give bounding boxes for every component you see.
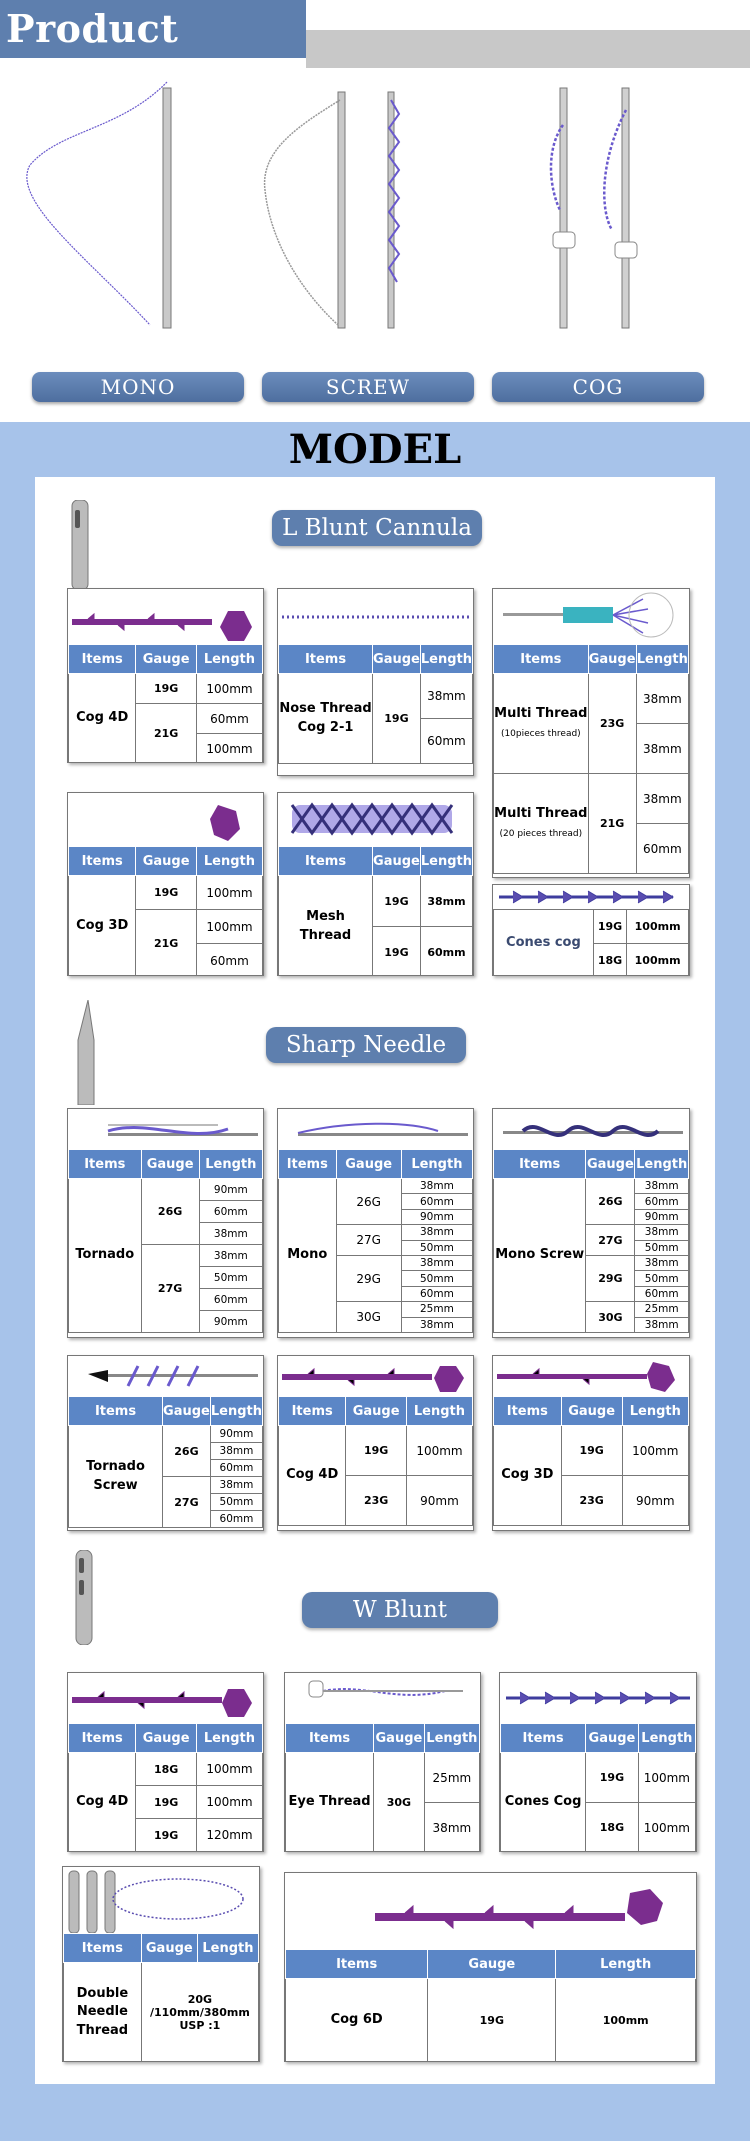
- table-cell: 50mm: [401, 1271, 472, 1286]
- card-l-cog-4d: [67, 588, 264, 763]
- item-name: Cog 6D: [286, 1979, 428, 2063]
- cog-4d-thread-image: [68, 1673, 263, 1723]
- table-cell: 100mm: [196, 1753, 262, 1786]
- table-cell: 19G: [373, 876, 421, 927]
- column-header: Items: [494, 645, 589, 674]
- table-cell: 19G: [136, 1786, 197, 1819]
- model-title: MODEL: [288, 426, 462, 473]
- item-name: Cog 4D: [69, 1753, 136, 1852]
- card-w-cones-cog: [499, 1672, 697, 1852]
- table-cell: 30G: [336, 1302, 401, 1333]
- item-name: Eye Thread: [286, 1753, 374, 1853]
- item-name: Nose Thread Cog 2-1: [279, 674, 373, 764]
- column-header: Length: [406, 1397, 472, 1426]
- table-cell: 50mm: [199, 1267, 262, 1289]
- column-header: Length: [196, 645, 262, 674]
- table-cell: 19G: [136, 1819, 197, 1852]
- table-cell: 25mm: [401, 1302, 472, 1317]
- table-cell: 19G: [586, 1753, 639, 1803]
- section-sharp-needle: Sharp Needle: [266, 1027, 466, 1063]
- item-name: Tornado: [69, 1179, 142, 1333]
- column-header: Items: [286, 1950, 428, 1979]
- table-cell: 60mm: [420, 927, 472, 977]
- table-cell: 38mm: [420, 876, 472, 927]
- column-header: Items: [286, 1724, 374, 1753]
- column-header: Gauge: [141, 1150, 199, 1179]
- column-header: Gauge: [561, 1397, 622, 1426]
- table-cell: 90mm: [210, 1426, 262, 1443]
- card-s-mono: [277, 1108, 474, 1338]
- table-cell: 60mm: [210, 1460, 262, 1477]
- table-cell: 27G: [141, 1245, 199, 1333]
- multi-thread-image: [493, 589, 689, 644]
- column-header: Length: [196, 847, 262, 876]
- page-title: Product Model: [0, 0, 306, 58]
- table-cell: 100mm: [556, 1979, 696, 2063]
- table-cell: 21G: [136, 704, 197, 764]
- item-name: Mesh Thread: [279, 876, 373, 977]
- table-cell: 38mm: [401, 1225, 472, 1240]
- item-name: Multi Thread (10pieces thread): [494, 674, 589, 774]
- table-cell: 60mm: [401, 1194, 472, 1209]
- column-header: Items: [69, 1150, 142, 1179]
- table-cell: 38mm: [635, 1317, 689, 1332]
- table-cell: 38mm: [635, 1255, 689, 1270]
- table-cell: 120mm: [196, 1819, 262, 1852]
- card-s-mono-screw: [492, 1108, 690, 1338]
- table-cell: 38mm: [401, 1179, 472, 1194]
- column-header: Gauge: [136, 1724, 197, 1753]
- mono-screw-image: [493, 1109, 689, 1149]
- mesh-thread-image: [278, 793, 473, 846]
- column-header: Items: [494, 1397, 562, 1426]
- cog-3d-thread-image: [493, 1356, 689, 1396]
- section-w-blunt-cannula: W Blunt Cannula: [302, 1592, 498, 1628]
- table-cell: 23G: [561, 1476, 622, 1526]
- card-s-cog-3d: [492, 1355, 690, 1531]
- card-l-nose-thread: [277, 588, 474, 776]
- table-cell: 60mm: [196, 704, 262, 734]
- table-cell: 23G: [588, 674, 636, 774]
- table-cell: 60mm: [635, 1286, 689, 1301]
- card-w-cog-4d: [67, 1672, 264, 1852]
- cones-cog-image: [493, 885, 689, 909]
- card-w-cog-6d: [284, 1872, 697, 2062]
- screw-button[interactable]: SCREW: [262, 372, 474, 402]
- card-s-cog-4d: [277, 1355, 474, 1531]
- table-cell: 90mm: [406, 1476, 472, 1526]
- table-cell: 90mm: [199, 1311, 262, 1333]
- table-cell: 90mm: [622, 1476, 688, 1526]
- item-name: Cones cog: [494, 910, 594, 977]
- table-cell: 38mm: [210, 1477, 262, 1494]
- card-w-double-needle-thread: [62, 1866, 260, 2062]
- table-cell: 60mm: [199, 1201, 262, 1223]
- eye-thread-image: [285, 1673, 480, 1723]
- mono-needle-illustration: [27, 82, 171, 328]
- cog-4d-thread-image: [68, 589, 263, 644]
- table-cell: 19G: [373, 927, 421, 977]
- column-header: Length: [401, 1150, 472, 1179]
- table-cell: 19G: [136, 674, 197, 704]
- table-cell: 100mm: [196, 734, 262, 764]
- table-cell: 100mm: [638, 1803, 695, 1853]
- column-header: Gauge: [373, 847, 421, 876]
- column-header: Length: [196, 1724, 262, 1753]
- table-cell: 18G: [586, 1803, 639, 1853]
- column-header: Items: [69, 1397, 163, 1426]
- table-cell: 60mm: [196, 944, 262, 977]
- cones-cog-image: [500, 1673, 696, 1723]
- column-header: Length: [635, 1150, 689, 1179]
- table-cell: 38mm: [199, 1223, 262, 1245]
- table-cell: 29G: [586, 1255, 635, 1301]
- column-header: Items: [69, 1724, 136, 1753]
- column-header: Items: [69, 847, 136, 876]
- column-header: Gauge: [373, 645, 421, 674]
- table-cell: 90mm: [401, 1209, 472, 1224]
- table-cell: 60mm: [635, 1194, 689, 1209]
- column-header: Gauge: [428, 1950, 556, 1979]
- table-cell: 18G: [136, 1753, 197, 1786]
- table-cell: 19G: [428, 1979, 556, 2063]
- column-header: Length: [424, 1724, 479, 1753]
- column-header: Length: [420, 645, 472, 674]
- column-header: Gauge: [136, 847, 197, 876]
- table-cell: 100mm: [196, 674, 262, 704]
- table-cell: 60mm: [420, 719, 472, 764]
- column-header: Gauge: [336, 1150, 401, 1179]
- column-header: Length: [636, 645, 688, 674]
- column-header: Items: [279, 1397, 346, 1426]
- tornado-image: [68, 1109, 263, 1149]
- table-cell: 38mm: [420, 674, 472, 719]
- table-cell: 50mm: [401, 1240, 472, 1255]
- column-header: Items: [279, 1150, 337, 1179]
- table-cell: 90mm: [199, 1179, 262, 1201]
- column-header: Length: [197, 1934, 258, 1963]
- table-cell: 19G: [593, 910, 626, 944]
- table-cell: 100mm: [638, 1753, 695, 1803]
- card-w-eye-thread: [284, 1672, 481, 1852]
- column-header: Items: [494, 1150, 586, 1179]
- table-cell: 60mm: [636, 824, 688, 874]
- item-name: Cones Cog: [501, 1753, 586, 1853]
- item-name: Multi Thread (20 pieces thread): [494, 774, 589, 874]
- item-name: Mono Screw: [494, 1179, 586, 1333]
- item-name: Cog 3D: [494, 1426, 562, 1526]
- column-header: Length: [638, 1724, 695, 1753]
- table-cell: 19G: [136, 876, 197, 910]
- table-cell: 38mm: [635, 1225, 689, 1240]
- card-l-cones-cog: [492, 884, 690, 976]
- table-cell: 19G: [346, 1426, 407, 1476]
- table-cell: 26G: [336, 1179, 401, 1225]
- item-name: Cog 3D: [69, 876, 136, 977]
- table-cell: 50mm: [210, 1494, 262, 1511]
- column-header: Gauge: [346, 1397, 407, 1426]
- column-header: Gauge: [586, 1724, 639, 1753]
- item-name: Cog 4D: [279, 1426, 346, 1526]
- table-cell: 21G: [588, 774, 636, 874]
- table-cell: 38mm: [635, 1179, 689, 1194]
- table-cell: 100mm: [627, 944, 689, 977]
- item-name: Mono: [279, 1179, 337, 1333]
- column-header: Length: [556, 1950, 696, 1979]
- table-cell: 19G: [373, 674, 421, 764]
- card-l-cog-3d: [67, 792, 264, 976]
- sharp-needle-icon: [74, 1000, 98, 1105]
- column-header: Length: [420, 847, 472, 876]
- column-header: Items: [279, 645, 373, 674]
- tornado-screw-image: [68, 1356, 263, 1396]
- table-cell: 38mm: [210, 1443, 262, 1460]
- cog-6d-thread-image: [285, 1873, 696, 1949]
- column-header: Gauge: [588, 645, 636, 674]
- mono-button[interactable]: MONO: [32, 372, 244, 402]
- column-header: Length: [210, 1397, 262, 1426]
- table-cell: 19G: [561, 1426, 622, 1476]
- column-header: Gauge: [374, 1724, 425, 1753]
- table-cell: 100mm: [196, 876, 262, 910]
- table-cell: 50mm: [635, 1240, 689, 1255]
- table-cell: 100mm: [406, 1426, 472, 1476]
- column-header: Length: [622, 1397, 688, 1426]
- table-cell: 38mm: [424, 1803, 479, 1853]
- cog-button[interactable]: COG: [492, 372, 704, 402]
- product-illustrations: [0, 70, 750, 370]
- table-cell: 30G: [374, 1753, 425, 1853]
- table-cell: 100mm: [622, 1426, 688, 1476]
- table-cell: 29G: [336, 1255, 401, 1301]
- table-cell: 90mm: [635, 1209, 689, 1224]
- item-name: Cog 4D: [69, 674, 136, 764]
- item-name: Double Needle Thread: [64, 1963, 142, 2063]
- table-cell: 100mm: [627, 910, 689, 944]
- table-cell: 100mm: [196, 1786, 262, 1819]
- nose-thread-image: [278, 589, 473, 644]
- table-cell: 18G: [593, 944, 626, 977]
- double-needle-image: [63, 1867, 259, 1933]
- column-header: Items: [279, 847, 373, 876]
- table-cell: 25mm: [424, 1753, 479, 1803]
- table-cell: 26G: [163, 1426, 211, 1477]
- card-l-multi-thread: [492, 588, 690, 878]
- table-cell: 38mm: [401, 1317, 472, 1332]
- column-header: Items: [69, 645, 136, 674]
- table-cell: 50mm: [635, 1271, 689, 1286]
- header-stripe: [306, 30, 750, 68]
- cog-4d-thread-image: [278, 1356, 473, 1396]
- w-blunt-cannula-icon: [70, 1550, 98, 1645]
- table-cell: 38mm: [636, 774, 688, 824]
- table-cell: 38mm: [636, 724, 688, 774]
- item-name: Tornado Screw: [69, 1426, 163, 1528]
- card-s-tornado: [67, 1108, 264, 1338]
- table-cell: 38mm: [199, 1245, 262, 1267]
- table-cell: 60mm: [199, 1289, 262, 1311]
- column-header: Gauge: [136, 645, 197, 674]
- cog-needle-illustration: [551, 88, 637, 328]
- table-cell: 30G: [586, 1302, 635, 1333]
- column-header: Gauge: [586, 1150, 635, 1179]
- cog-3d-thread-image: [68, 793, 263, 846]
- column-header: Gauge: [141, 1934, 197, 1963]
- card-s-tornado-screw: [67, 1355, 264, 1531]
- double-needle-spec: 20G /110mm/380mm USP :1: [141, 1963, 258, 2063]
- table-cell: 25mm: [635, 1302, 689, 1317]
- card-l-mesh-thread: [277, 792, 474, 976]
- table-cell: 26G: [586, 1179, 635, 1225]
- l-blunt-cannula-icon: [66, 500, 94, 590]
- column-header: Items: [501, 1724, 586, 1753]
- column-header: Items: [64, 1934, 142, 1963]
- table-cell: 60mm: [401, 1286, 472, 1301]
- table-cell: 27G: [163, 1477, 211, 1528]
- table-cell: 60mm: [210, 1511, 262, 1528]
- table-cell: 26G: [141, 1179, 199, 1245]
- table-cell: 100mm: [196, 910, 262, 944]
- table-cell: 27G: [336, 1225, 401, 1256]
- table-cell: 27G: [586, 1225, 635, 1256]
- table-cell: 23G: [346, 1476, 407, 1526]
- table-cell: 38mm: [636, 674, 688, 724]
- column-header: Gauge: [163, 1397, 211, 1426]
- mono-thread-image: [278, 1109, 473, 1149]
- section-l-blunt-cannula: L Blunt Cannula: [272, 510, 482, 546]
- column-header: Length: [199, 1150, 262, 1179]
- table-cell: 38mm: [401, 1255, 472, 1270]
- screw-needle-illustration: [265, 92, 399, 328]
- table-cell: 21G: [136, 910, 197, 977]
